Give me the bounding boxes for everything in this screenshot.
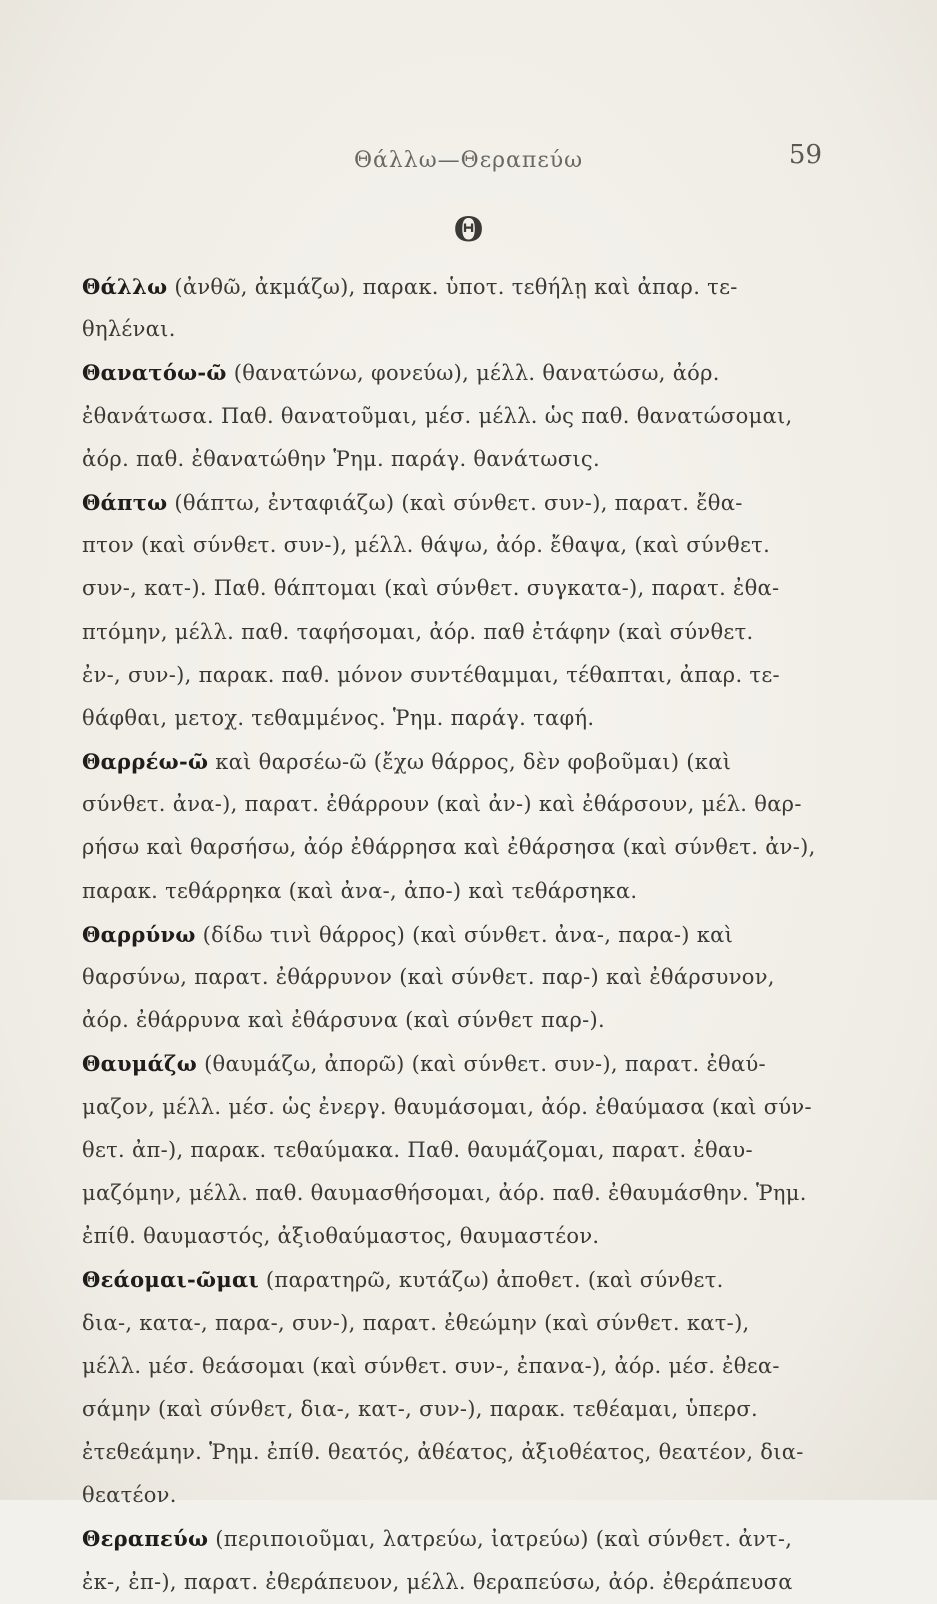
line-text: (περιποιοῦμαι, λατρεύω, ἰατρεύω) (καὶ σύνθετ. ἀντ-,	[208, 1527, 793, 1552]
page-number: 59	[788, 140, 822, 170]
line-text: καὶ θαρσέω-ῶ (ἔχω θάρρος, δὲν φοβοῦμαι) (καὶ	[208, 750, 732, 775]
line-text: ἐκ-, ἐπ-), παρατ. ἐθεράπευον, μέλλ. θεραπεύσω, ἀόρ. ἐθεράπευσα	[82, 1569, 793, 1594]
line-text: (θάπτω, ἐνταφιάζω) (καὶ σύνθετ. συν-), παρατ. ἔθα-	[167, 490, 743, 515]
text-line	[82, 783, 822, 826]
line-text: μαζόμην, μέλλ. παθ. θαυμασθήσομαι, ἀόρ. παθ. ἐθαυμάσθην. Ῥημ.	[82, 1180, 807, 1205]
line-text: θαρσύνω, παρατ. ἐθάρρυνον (καὶ σύνθετ. παρ-) καὶ ἐθάρσυνον,	[82, 965, 775, 989]
text-line	[82, 956, 822, 999]
line-text: θηλέναι.	[82, 317, 176, 342]
line-text: ἐν-, συν-), παρακ. παθ. μόνον συντέθαμμαι, τέθαπται, ἀπαρ. τε-	[82, 662, 780, 687]
entry-line	[82, 351, 822, 394]
line-text: (δίδω τινὶ θάρρος) (καὶ σύνθετ. ἀνα-, παρα-) καὶ	[195, 922, 734, 947]
text-line	[82, 1129, 822, 1172]
line-text: θετ. ἀπ-), παρακ. τεθαύμακα. Παθ. θαυμάζομαι, παρατ. ἐθαυ-	[82, 1137, 753, 1162]
line-text: θάφθαι, μετοχ. τεθαμμένος. Ῥημ. παράγ. ταφή.	[82, 705, 595, 730]
text-line	[82, 1388, 822, 1431]
headword: Θεραπεύω	[82, 1526, 209, 1552]
entry-line	[82, 740, 822, 783]
line-text: (θαυμάζω, ἀπορῶ) (καὶ σύνθετ. συν-), παρατ. ἐθαύ-	[197, 1052, 766, 1077]
section-letter: Θ	[453, 210, 484, 250]
text-line	[82, 1561, 822, 1604]
headword: Θεάομαι-ῶμαι	[82, 1267, 259, 1293]
line-text: (παρατηρῶ, κυτάζω) ἀποθετ. (καὶ σύνθετ.	[258, 1268, 724, 1293]
headword: Θαυμάζω	[82, 1051, 198, 1077]
text-line	[82, 654, 822, 697]
line-text: ἐτεθεάμην. Ῥημ. ἐπίθ. θεατός, ἀθέατος, ἀξιοθέατος, θεατέον, δια-	[82, 1440, 804, 1465]
text-line	[82, 1345, 822, 1388]
line-text: (θανατώνω, φονεύω), μέλλ. θανατώσω, ἀόρ.	[226, 361, 720, 386]
line-text: παρακ. τεθάρρηκα (καὶ ἀνα-, ἀπο-) καὶ τεθάρσηκα.	[82, 878, 638, 903]
line-text: σύνθετ. ἀνα-), παρατ. ἐθάρρουν (καὶ ἀν-) καὶ ἐθάρσουν, μέλ. θαρ-	[82, 792, 802, 817]
text-line	[82, 1431, 822, 1474]
line-text: ρήσω καὶ θαρσήσω, ἀόρ ἐθάρρησα καὶ ἐθάρσησα (καὶ σύνθετ. ἀν-),	[82, 835, 816, 860]
headword: Θανατόω-ῶ	[82, 360, 227, 386]
text-line	[82, 1086, 822, 1129]
line-text: θεατέον.	[82, 1483, 177, 1508]
headword: Θάπτω	[82, 489, 168, 515]
line-text: δια-, κατα-, παρα-, συν-), παρατ. ἐθεώμην (καὶ σύνθετ. κατ-),	[82, 1310, 750, 1335]
entry-line	[82, 481, 822, 524]
line-text: ἀόρ. ἐθάρρυνα καὶ ἐθάρσυνα (καὶ σύνθετ παρ-).	[82, 1008, 605, 1033]
line-text: συν-, κατ-). Παθ. θάπτομαι (καὶ σύνθετ. συγκατα-), παρατ. ἐθα-	[82, 576, 780, 601]
text-line	[82, 870, 822, 913]
text-line	[82, 395, 822, 438]
text-line	[82, 697, 822, 740]
headword: Θαρρέω-ῶ	[82, 749, 209, 775]
entry-line	[82, 1042, 822, 1085]
entry-line	[82, 913, 822, 956]
entry-line	[82, 1517, 822, 1560]
text-line	[82, 438, 822, 481]
headword: Θάλλω	[82, 274, 168, 299]
text-line	[82, 999, 822, 1042]
text-line	[82, 1302, 822, 1345]
line-text: ἐθανάτωσα. Παθ. θανατοῦμαι, μέσ. μέλλ. ὡς παθ. θανατώσομαι,	[82, 403, 793, 428]
line-text: πτόμην, μέλλ. παθ. ταφήσομαι, ἀόρ. παθ ἐτάφην (καὶ σύνθετ.	[82, 619, 754, 644]
dictionary-body	[82, 265, 822, 1604]
running-head: Θάλλω—Θεραπεύω	[353, 148, 584, 173]
text-line	[82, 524, 822, 567]
line-text: πτον (καὶ σύνθετ. συν-), μέλλ. θάψω, ἀόρ. ἔθαψα, (καὶ σύνθετ.	[82, 533, 771, 558]
entry-line	[82, 265, 822, 308]
text-line	[82, 1474, 822, 1517]
line-text: μαζον, μέλλ. μέσ. ὡς ἐνεργ. θαυμάσομαι, ἀόρ. ἐθαύμασα (καὶ σύν-	[82, 1094, 812, 1119]
entry-line	[82, 1258, 822, 1301]
text-line	[82, 308, 822, 351]
line-text: (ἀνθῶ, ἀκμάζω), παρακ. ὑποτ. τεθήλῃ καὶ ἀπαρ. τε-	[167, 275, 738, 299]
headword: Θαρρύνω	[82, 921, 196, 947]
text-line	[82, 1172, 822, 1215]
line-text: ἐπίθ. θαυμαστός, ἀξιοθαύμαστος, θαυμαστέον.	[82, 1224, 600, 1249]
line-text: σάμην (καὶ σύνθετ, δια-, κατ-, συν-), παρακ. τεθέαμαι, ὑπερσ.	[82, 1396, 759, 1421]
text-line	[82, 1215, 822, 1258]
line-text: μέλλ. μέσ. θεάσομαι (καὶ σύνθετ. συν-, ἐπανα-), ἀόρ. μέσ. ἐθεα-	[82, 1353, 780, 1378]
text-line	[82, 826, 822, 869]
line-text: ἀόρ. παθ. ἐθανατώθην Ῥημ. παράγ. θανάτωσις.	[82, 446, 600, 471]
text-line	[82, 567, 822, 610]
text-line	[82, 611, 822, 654]
